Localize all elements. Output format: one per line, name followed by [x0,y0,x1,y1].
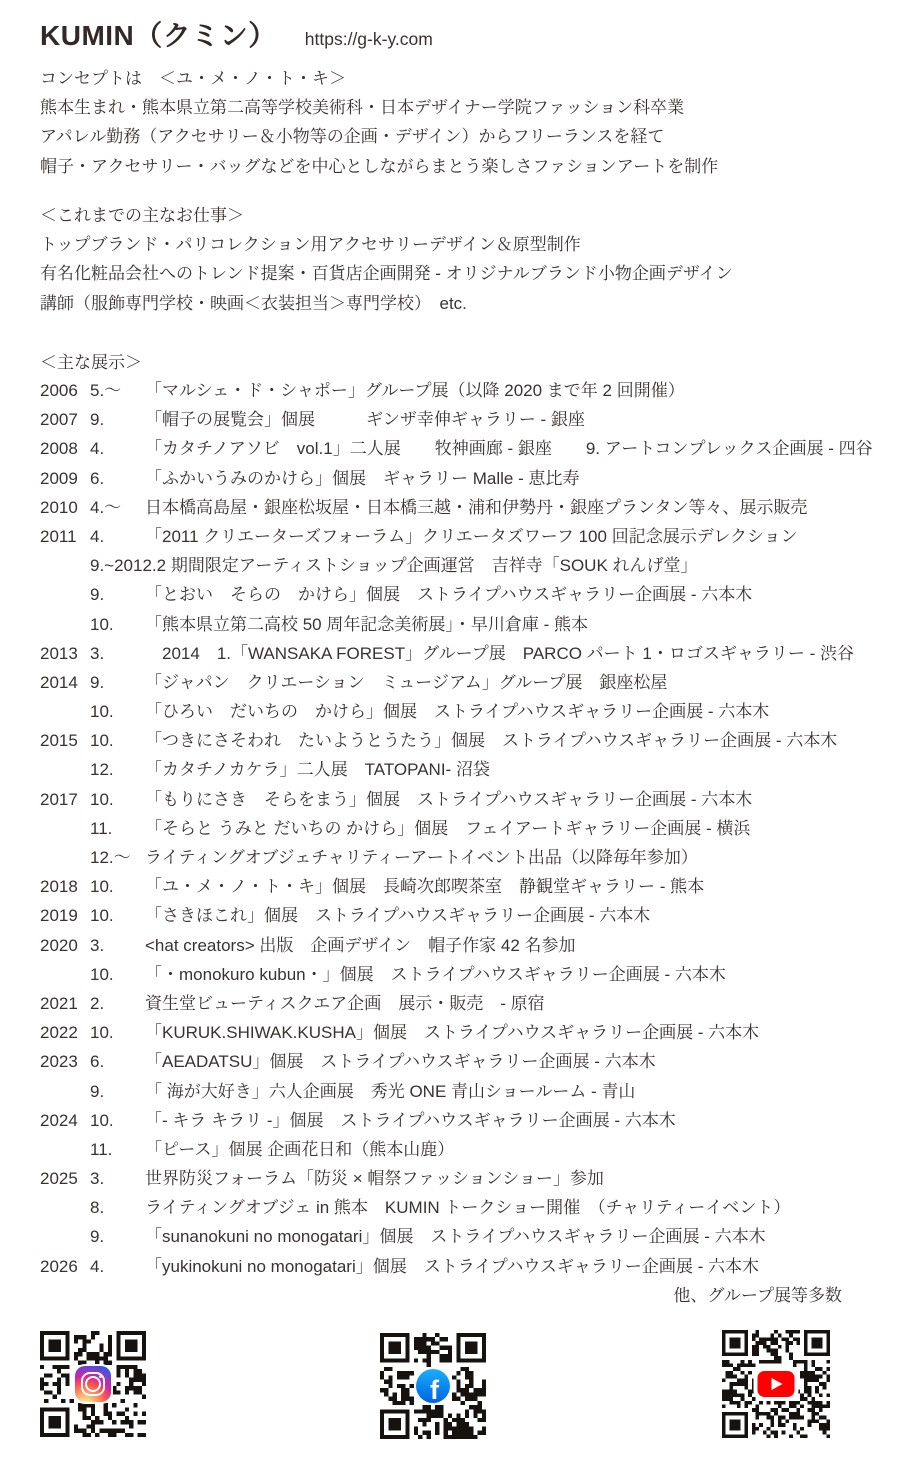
exhibition-month: 4.～ [90,497,122,517]
website-url: https://g-k-y.com [304,29,433,49]
exhibition-row [40,1252,873,1281]
exhibition-row [40,493,873,522]
exhibition-row [40,434,873,463]
bio-line: 熊本生まれ・熊本県立第二高等学校美術科・日本デザイナー学院ファッション科卒業 [40,98,685,118]
exhibition-year [40,1077,90,1106]
exhibition-text: 「 海が大好き」六人企画展 秀光 ONE 青山ショールーム - 青山 [145,1081,636,1101]
exhibition-month: 10. [90,789,114,809]
exhibition-month: 10. [90,964,114,984]
exhibition-text: 資生堂ビューティスクエア企画 展示・販売 - 原宿 [145,993,545,1013]
exhibition-year: 2013 [40,643,78,663]
exhibition-row [40,376,873,405]
exhibition-text: 「yukinokuni no monogatari」個展 ストライプハウスギャラリー企画展 - 六本木 [145,1256,759,1276]
exhibition-year: 2018 [40,877,78,897]
exhibition-text: 「カタチノカケラ」二人展 TATOPANI- 沼袋 [145,760,490,780]
concept-bio [40,64,718,181]
exhibition-row [40,1077,873,1106]
exhibition-month: 5.～ [90,381,122,400]
exhibition-row [40,901,873,930]
exhibition-year: 2022 [40,1023,78,1043]
exhibition-year [40,1135,90,1164]
exhibition-text: 「KURUK.SHIWAK.KUSHA」個展 ストライプハウスギャラリー企画展 - 六本木 [145,1023,760,1043]
jobs-section [40,201,733,318]
exhibition-month: 9. [90,1081,105,1101]
exhibition-row [40,726,873,755]
exhibition-text: 「そらと うみと だいちの かけら」個展 フェイアートギャラリー企画展 - 横浜 [145,818,751,838]
exhibition-year: 2026 [40,1256,78,1276]
exhibition-year: 2007 [40,410,78,430]
exhibition-text: <hat creators> 出版 企画デザイン 帽子作家 42 名参加 [145,935,576,955]
exhibition-month: 10. [90,702,114,722]
exhibition-year: 2020 [40,935,78,955]
bio-line: 帽子・アクセサリー・バッグなどを中心としながらまとう楽しさファションアートを制作 [40,156,719,176]
exhibition-month: 2. [90,993,105,1013]
concept-line: コンセプトは ＜ユ・メ・ノ・ト・キ＞ [40,69,346,88]
exhibition-text: 「sunanokuni no monogatari」個展 ストライプハウスギャラリー企画展 - 六本木 [145,1227,766,1247]
jobs-line: 講師（服飾専門学校・映画＜衣装担当＞専門学校） etc. [40,293,467,313]
exhibition-year [40,697,90,726]
exhibition-year [40,960,90,989]
instagram-qr-code [40,1331,146,1437]
exhibition-text: ライティングオブジェ in 熊本 KUMIN トークショー開催 （チャリティーイベント） [145,1198,791,1218]
exhibition-year [40,610,90,639]
exhibition-row [40,989,873,1018]
exhibition-text: 「ピース」個展 企画花日和（熊本山鹿） [145,1139,455,1159]
exhibition-month: 6. [90,1052,105,1072]
exhibition-text: 2014 1.「WANSAKA FOREST」グループ展 PARCO パート 1・ロゴスギャラリー - 渋谷 [145,643,854,663]
exhibitions-closing-note: 他、グループ展等多数 [673,1286,842,1305]
exhibition-row [40,1106,873,1135]
exhibition-year [40,580,90,609]
exhibition-row [40,580,873,609]
exhibition-month: 12.～ [90,848,131,867]
exhibition-year: 2015 [40,731,78,751]
exhibition-month: 6. [90,468,105,488]
page-header [40,14,433,54]
exhibition-row [40,464,873,493]
exhibition-year [40,1222,90,1251]
exhibition-year: 2010 [40,497,78,517]
exhibition-row [40,960,873,989]
exhibition-row [40,610,873,639]
exhibition-text: 「AEADATSU」個展 ストライプハウスギャラリー企画展 - 六本木 [145,1052,656,1072]
exhibition-month: 10. [90,1110,114,1130]
facebook-qr-code [380,1333,486,1439]
exhibition-year: 2011 [40,526,77,546]
exhibition-year: 2008 [40,439,78,459]
exhibition-row [40,1018,873,1047]
exhibition-text: 「もりにさき そらをまう」個展 ストライプハウスギャラリー企画展 - 六本木 [145,789,753,809]
exhibition-month: 10. [90,877,114,897]
exhibition-month: 3. [90,1169,105,1189]
exhibition-row [40,931,873,960]
exhibition-month: 11. [90,818,113,838]
artist-name: KUMIN（クミン） [40,20,277,51]
jobs-line: トップブランド・パリコレクション用アクセサリーデザイン＆原型制作 [40,235,581,255]
exhibition-row [40,551,873,580]
exhibition-month: 9. [90,1227,105,1247]
exhibition-month: 10. [90,731,114,751]
exhibition-month: 4. [90,1256,105,1276]
exhibition-text: 「とおい そらの かけら」個展 ストライプハウスギャラリー企画展 - 六本木 [145,585,753,605]
exhibition-year: 2006 [40,381,78,400]
exhibition-text: 「- キラ キラリ -」個展 ストライプハウスギャラリー企画展 - 六本木 [145,1110,676,1130]
exhibition-row [40,1193,873,1222]
exhibition-text: 「帽子の展覧会」個展 ギンザ幸伸ギャラリー - 銀座 [145,410,585,430]
exhibition-row [40,785,873,814]
exhibition-text: 「・monokuro kubun・」個展 ストライプハウスギャラリー企画展 - 六本木 [145,964,726,984]
exhibition-text: 「ふかいうみのかけら」個展 ギャラリー Malle - 恵比寿 [145,468,580,488]
exhibition-row [40,639,873,668]
youtube-qr-code [722,1330,830,1438]
exhibition-text: 「ジャパン クリエーション ミュージアム」グループ展 銀座松屋 [145,672,668,692]
exhibition-year [40,814,90,843]
exhibition-month: 4. [90,526,105,546]
exhibition-text: 「ひろい だいちの かけら」個展 ストライプハウスギャラリー企画展 - 六本木 [145,702,770,722]
exhibition-month: 8. [90,1198,105,1218]
exhibition-month: 9. [90,585,105,605]
facebook-icon: f [414,1367,452,1405]
exhibition-month: 9. [90,410,105,430]
exhibition-row [40,872,873,901]
exhibition-year: 2009 [40,468,78,488]
exhibition-year [40,843,90,872]
exhibition-text: 日本橋高島屋・銀座松坂屋・日本橋三越・浦和伊勢丹・銀座プランタン等々、展示販売 [145,497,808,517]
exhibition-text: 「ユ・メ・ノ・ト・キ」個展 長崎次郎喫茶室 静観堂ギャラリー - 熊本 [145,877,705,897]
exhibition-text: 「カタチノアソビ vol.1」二人展 牧神画廊 - 銀座 9. アートコンプレックス企画展 - 四谷 [145,439,873,459]
exhibition-row [40,522,873,551]
exhibition-year [40,1193,90,1222]
exhibition-month: 3. [90,643,105,663]
exhibition-year: 2023 [40,1052,78,1072]
exhibition-text: 9.~2012.2 期間限定アーティストショップ企画運営 吉祥寺「SOUK れんげ堂」 [90,556,698,576]
exhibition-row [40,405,873,434]
exhibition-month: 11. [90,1139,113,1159]
exhibition-row [40,755,873,784]
jobs-line: 有名化粧品会社へのトレンド提案・百貨店企画開発 - オリジナルブランド小物企画デザイン [40,264,733,284]
exhibition-month: 10. [90,614,114,634]
exhibition-row [40,668,873,697]
exhibition-row [40,1164,873,1193]
exhibition-month: 9. [90,672,105,692]
exhibition-row [40,814,873,843]
exhibition-month: 3. [90,935,105,955]
bio-line: アパレル勤務（アクセサリー＆小物等の企画・デザイン）からフリーランスを経て [40,127,665,147]
youtube-icon [754,1368,799,1400]
exhibition-list [40,376,873,1281]
exhibition-month: 4. [90,439,105,459]
exhibition-year [40,755,90,784]
exhibition-text: 「熊本県立第二高校 50 周年記念美術展」・早川倉庫 - 熊本 [145,614,588,634]
jobs-heading: ＜これまでの主なお仕事＞ [40,206,244,225]
exhibition-year: 2025 [40,1169,78,1189]
exhibition-year: 2014 [40,672,78,692]
exhibition-month: 12. [90,760,114,780]
exhibition-month: 10. [90,1023,114,1043]
exhibition-month: 10. [90,906,114,926]
exhibition-row [40,1135,873,1164]
exhibitions-heading: ＜主な展示＞ [40,353,142,372]
exhibition-row [40,1222,873,1251]
exhibition-text: 「さきほこれ」個展 ストライプハウスギャラリー企画展 - 六本木 [145,906,651,926]
exhibition-year [40,551,90,580]
exhibition-text: ライティングオブジェチャリティーアートイベント出品（以降毎年参加） [145,848,698,867]
exhibition-year: 2017 [40,789,78,809]
exhibition-text: 「つきにさそわれ たいようとうたう」個展 ストライプハウスギャラリー企画展 - 六本木 [145,731,838,751]
exhibition-text: 「マルシェ・ド・シャポー」グループ展（以降 2020 まで年 2 回開催） [145,381,685,400]
exhibition-year: 2019 [40,906,78,926]
exhibition-row [40,1047,873,1076]
exhibition-text: 世界防災フォーラム「防災 × 帽祭ファッションショー」参加 [145,1169,604,1189]
exhibition-year: 2021 [40,993,78,1013]
exhibition-year: 2024 [40,1110,78,1130]
exhibition-row [40,697,873,726]
instagram-icon [73,1364,113,1404]
exhibition-text: 「2011 クリエーターズフォーラム」クリエータズワーフ 100 回記念展示デレクション [145,526,798,546]
exhibition-row [40,843,873,872]
